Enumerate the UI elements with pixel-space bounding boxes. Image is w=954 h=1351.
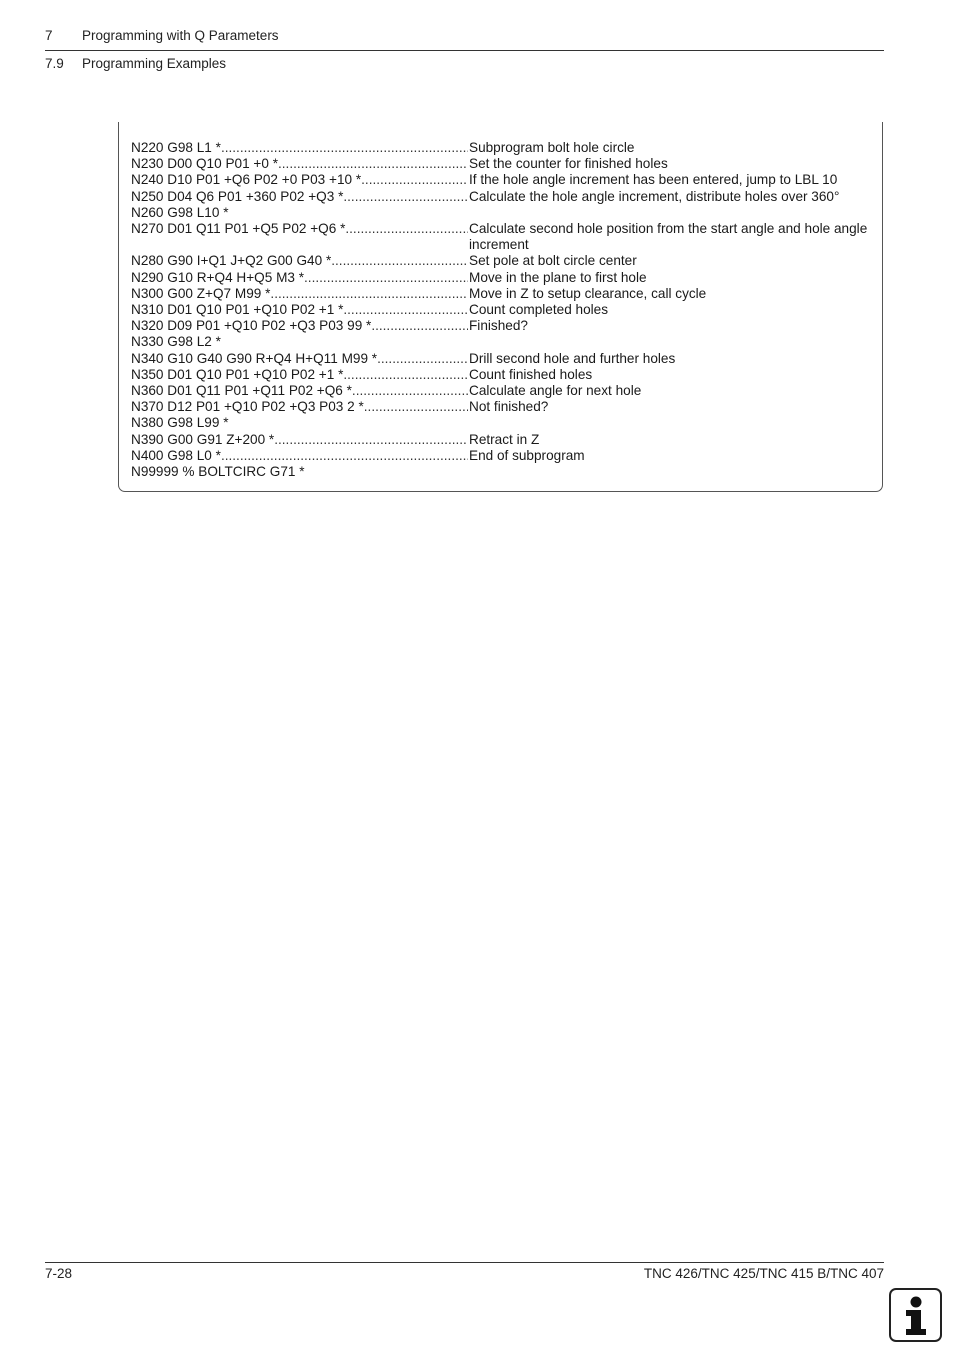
code-text: N380 G98 L99 * [131, 415, 229, 431]
dot-leader [274, 432, 468, 448]
code-comment: Move in the plane to first hole [469, 269, 647, 285]
code-text: N370 D12 P01 +Q10 P02 +Q3 P03 2 * [131, 399, 364, 415]
section-title: Programming Examples [82, 56, 227, 71]
code-cell [131, 351, 469, 367]
code-text: N280 G90 I+Q1 J+Q2 G00 G40 * [131, 253, 332, 269]
code-cell [131, 367, 469, 383]
code-cell [131, 253, 469, 269]
code-comment: Retract in Z [469, 431, 540, 447]
footer-rule [45, 1262, 884, 1263]
code-cell [131, 464, 469, 480]
code-text: N330 G98 L2 * [131, 334, 221, 350]
code-line [131, 270, 871, 286]
code-comment: If the hole angle increment has been entered, jump to LBL 10 [469, 172, 838, 188]
dot-leader [361, 172, 468, 188]
dot-leader [364, 399, 468, 415]
code-text: N360 D01 Q11 P01 +Q11 P02 +Q6 * [131, 383, 352, 399]
code-text: N300 G00 Z+Q7 M99 * [131, 285, 271, 301]
code-line [131, 432, 871, 448]
dot-leader [221, 448, 468, 464]
code-comment: Finished? [469, 318, 528, 334]
code-line [131, 205, 871, 221]
code-cell [131, 318, 469, 334]
dot-leader [345, 221, 468, 253]
code-comment: Subprogram bolt hole circle [469, 140, 635, 155]
code-comment: End of subprogram [469, 447, 585, 463]
code-comment: Count completed holes [469, 302, 609, 318]
code-line [131, 383, 871, 399]
code-line [131, 221, 871, 253]
code-cell [131, 221, 469, 253]
code-listing-box [118, 122, 883, 492]
page-number: 7-28 [45, 1266, 73, 1281]
dot-leader [343, 302, 468, 318]
code-cell [131, 140, 469, 156]
code-cell [131, 172, 469, 188]
dot-leader [304, 270, 468, 286]
dot-leader [352, 383, 468, 399]
code-comment: Not finished? [469, 399, 549, 415]
code-cell [131, 286, 469, 302]
code-line [131, 448, 871, 464]
code-line [131, 367, 871, 383]
chapter-title: Programming with Q Parameters [82, 28, 279, 43]
code-text: N350 D01 Q10 P01 +Q10 P02 +1 * [131, 366, 344, 382]
dot-leader [270, 286, 468, 302]
code-text: N240 D10 P01 +Q6 P02 +0 P03 +10 * [131, 172, 362, 188]
code-line [131, 156, 871, 172]
code-cell [131, 189, 469, 205]
code-cell [131, 415, 469, 431]
code-comment: Count finished holes [469, 366, 593, 382]
code-comment: Move in Z to setup clearance, call cycle [469, 285, 707, 301]
code-text: N270 D01 Q11 P01 +Q5 P02 +Q6 * [131, 221, 346, 237]
code-line [131, 399, 871, 415]
header-rule [45, 50, 884, 51]
code-line [131, 464, 871, 480]
code-comment: Calculate angle for next hole [469, 383, 642, 399]
product-name: TNC 426/TNC 425/TNC 415 B/TNC 407 [643, 1266, 884, 1281]
dot-leader [343, 189, 468, 205]
dot-leader [278, 156, 468, 172]
code-cell [131, 205, 469, 221]
code-text: N340 G10 G40 G90 R+Q4 H+Q11 M99 * [131, 350, 378, 366]
code-cell [131, 399, 469, 415]
code-line [131, 172, 871, 188]
code-text: N220 G98 L1 * [131, 140, 221, 155]
code-line [131, 286, 871, 302]
dot-leader [371, 318, 468, 334]
code-comment: Set the counter for finished holes [469, 156, 668, 172]
code-comment [469, 334, 871, 350]
section-number: 7.9 [45, 56, 64, 71]
code-line [131, 140, 871, 156]
code-text: N310 D01 Q10 P01 +Q10 P02 +1 * [131, 302, 344, 318]
code-comment: Calculate second hole position from the start angle and hole angle increment [469, 221, 868, 253]
code-text: N260 G98 L10 * [131, 204, 229, 220]
code-text: N250 D04 Q6 P01 +360 P02 +Q3 * [131, 188, 344, 204]
code-text: N320 D09 P01 +Q10 P02 +Q3 P03 99 * [131, 318, 372, 334]
code-cell [131, 156, 469, 172]
code-cell [131, 448, 469, 464]
code-text: N99999 % BOLTCIRC G71 * [131, 464, 305, 480]
code-comment: Set pole at bolt circle center [469, 253, 637, 269]
code-line [131, 351, 871, 367]
chapter-heading [45, 28, 279, 43]
code-cell [131, 302, 469, 318]
code-text: N400 G98 L0 * [131, 447, 221, 463]
section-heading [45, 56, 226, 71]
dot-leader [221, 140, 468, 156]
code-listing [131, 140, 871, 480]
code-comment [469, 464, 871, 480]
dot-leader [343, 367, 468, 383]
code-cell [131, 334, 469, 350]
code-comment [469, 205, 871, 221]
code-text: N390 G00 G91 Z+200 * [131, 431, 275, 447]
code-comment [469, 415, 871, 431]
code-line [131, 189, 871, 205]
code-text: N230 D00 Q10 P01 +0 * [131, 156, 278, 172]
chapter-number: 7 [45, 28, 53, 43]
code-cell [131, 383, 469, 399]
dot-leader [331, 253, 468, 269]
code-comment: Drill second hole and further holes [469, 350, 676, 366]
code-comment: Calculate the hole angle increment, distribute holes over 360° [469, 188, 840, 204]
code-line [131, 302, 871, 318]
code-line [131, 318, 871, 334]
info-icon [889, 1288, 942, 1342]
code-cell [131, 270, 469, 286]
dot-leader [377, 351, 468, 367]
code-line [131, 253, 871, 269]
code-line [131, 415, 871, 431]
code-text: N290 G10 R+Q4 H+Q5 M3 * [131, 269, 305, 285]
code-cell [131, 432, 469, 448]
code-line [131, 334, 871, 350]
